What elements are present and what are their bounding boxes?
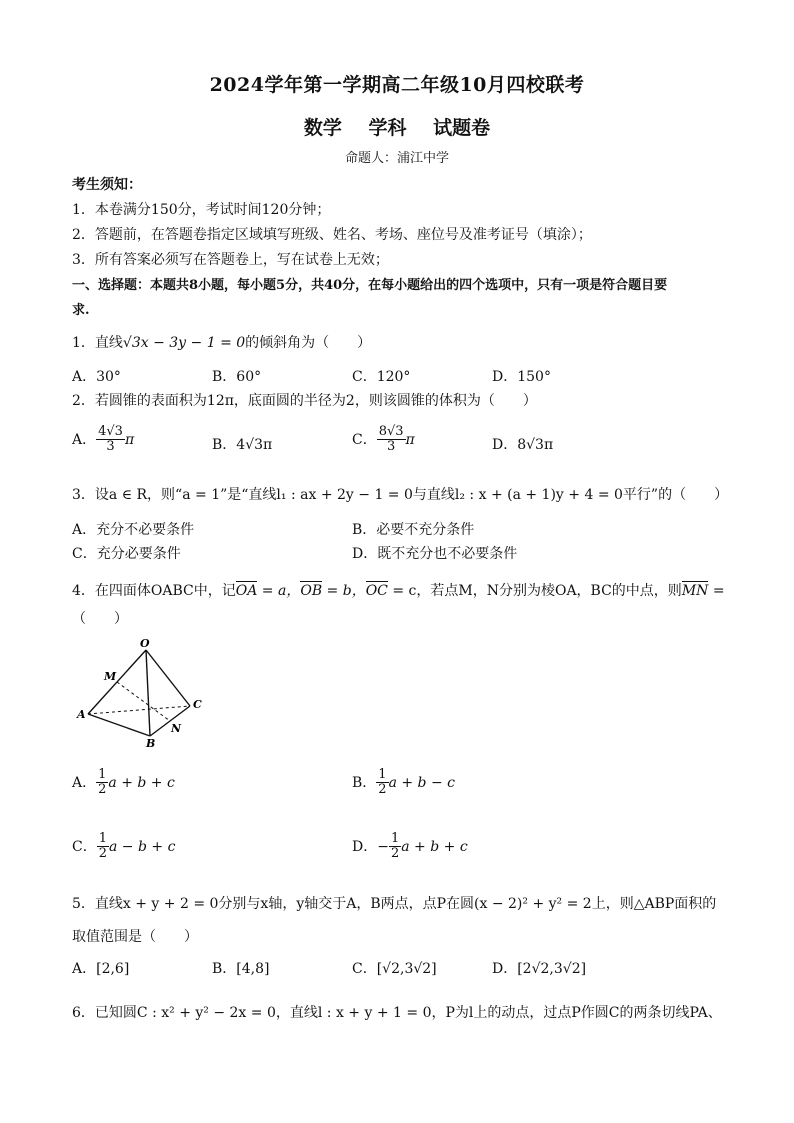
q5-option-c: C．[√2,3√2] [352, 961, 437, 977]
q2-option-c: C． $\frac{8√3}{3}$ π [352, 424, 415, 455]
question-4: 4．在四面体OABC中，记OA = a，OB = b，OC = c，若点M，N分别为棱OA，BC的中点，则MN = [72, 583, 725, 599]
notice-item: 3．所有答案必须写在答题卷上，写在试卷上无效； [72, 252, 389, 268]
q4-option-a: A． $\frac{1}{2}$ a + b + c [72, 767, 175, 798]
q1-option-a: A．30° [72, 369, 121, 385]
segment-mn-hidden [117, 682, 170, 721]
section-heading-cont: 求. [72, 303, 90, 318]
fraction: $\frac{8√3}{3}$ [378, 424, 404, 455]
q3-option-a: A．充分不必要条件 [72, 522, 195, 538]
q4-option-d: D．− $\frac{1}{2}$ a + b + c [352, 831, 468, 862]
paper-label: 试题卷 [433, 117, 491, 139]
section-heading: 一、选择题：本题共8小题，每小题5分，共40分，在每小题给出的四个选项中，只有一项是符合题目要 [72, 278, 668, 293]
label-m: M [104, 670, 117, 683]
label-b: B [146, 737, 156, 748]
question-6: 6．已知圆C : x² + y² − 2x = 0，直线l : x + y + 1 = 0，P为l上的动点，过点P作圆C的两条切线PA、 [72, 1005, 722, 1021]
question-3: 3．设a ∈ R，则“a = 1”是“直线l₁ : ax + 2y − 1 = 0与直线l₂ : x + (a + 1)y + 4 = 0平行”的（ ） [72, 487, 729, 503]
subject-label-2: 学科 [368, 117, 407, 139]
q2-option-b: B．4√3π [212, 437, 273, 453]
label-o: O [140, 637, 150, 650]
q5-option-d: D．[2√2,3√2] [492, 961, 587, 977]
fraction: $\frac{4√3}{3}$ [98, 424, 123, 455]
notice-item: 1．本卷满分150分，考试时间120分钟； [72, 202, 331, 218]
q2-option-d: D．8√3π [492, 437, 554, 453]
tetrahedron-figure [74, 636, 214, 748]
fraction-half: $\frac{1}{2}$ [98, 767, 107, 798]
subject-title [0, 113, 794, 140]
q1-option-d: D．150° [492, 369, 551, 385]
question-5-cont: 取值范围是（ ） [72, 929, 198, 945]
fraction-half: $\frac{1}{2}$ [98, 831, 107, 862]
vector-ob: OB [300, 583, 323, 599]
question-1 [72, 332, 371, 352]
q4-option-c: C． $\frac{1}{2}$ a − b + c [72, 831, 176, 862]
q1-post: 的倾斜角为（ ） [245, 335, 372, 351]
fraction-half: $\frac{1}{2}$ [390, 831, 400, 862]
notice-heading: 考生须知： [72, 177, 142, 193]
q1-pre: 1．直线 [72, 335, 123, 351]
edge-oc [146, 650, 190, 706]
question-2: 2．若圆锥的表面积为12π，底面圆的半径为2，则该圆锥的体积为（ ） [72, 393, 537, 409]
q3-option-b: B．必要不充分条件 [352, 522, 475, 538]
label-a: A [77, 708, 86, 721]
q3-option-d: D．既不充分也不必要条件 [352, 546, 518, 562]
q1-equation: √3x − 3y − 1 = 0 [122, 335, 246, 351]
vector-oa: OA [235, 583, 258, 599]
label-c: C [193, 698, 202, 711]
author-line: 命题人：浦江中学 [344, 151, 449, 166]
q1-option-c: C．120° [352, 369, 411, 385]
vector-mn: MN [681, 583, 709, 599]
fraction-half: $\frac{1}{2}$ [378, 767, 387, 798]
edge-ob [146, 650, 150, 736]
label-n: N [171, 722, 182, 735]
q5-option-a: A．[2,6] [72, 961, 130, 977]
exam-title: 2024学年第一学期高二年级10月四校联考 [209, 74, 585, 96]
question-4-cont: （ ） [72, 611, 128, 627]
q1-option-b: B．60° [212, 369, 262, 385]
q5-option-b: B．[4,8] [212, 961, 270, 977]
notice-item: 2．答题前，在答题卷指定区域填写班级、姓名、考场、座位号及准考证号（填涂）； [72, 227, 592, 243]
q4-option-b: B． $\frac{1}{2}$ a + b − c [352, 767, 455, 798]
q2-option-a: A． $\frac{4√3}{3}$ π [72, 424, 135, 455]
subject-label: 数学 [303, 117, 342, 139]
question-5: 5．直线x + y + 2 = 0分别与x轴，y轴交于A，B两点，点P在圆(x − 2)² + y² = 2上，则△ABP面积的 [72, 896, 717, 912]
edge-ab [88, 714, 150, 736]
vector-oc: OC [365, 583, 388, 599]
edge-ac-hidden [88, 706, 190, 714]
q3-option-c: C．充分必要条件 [72, 546, 181, 562]
